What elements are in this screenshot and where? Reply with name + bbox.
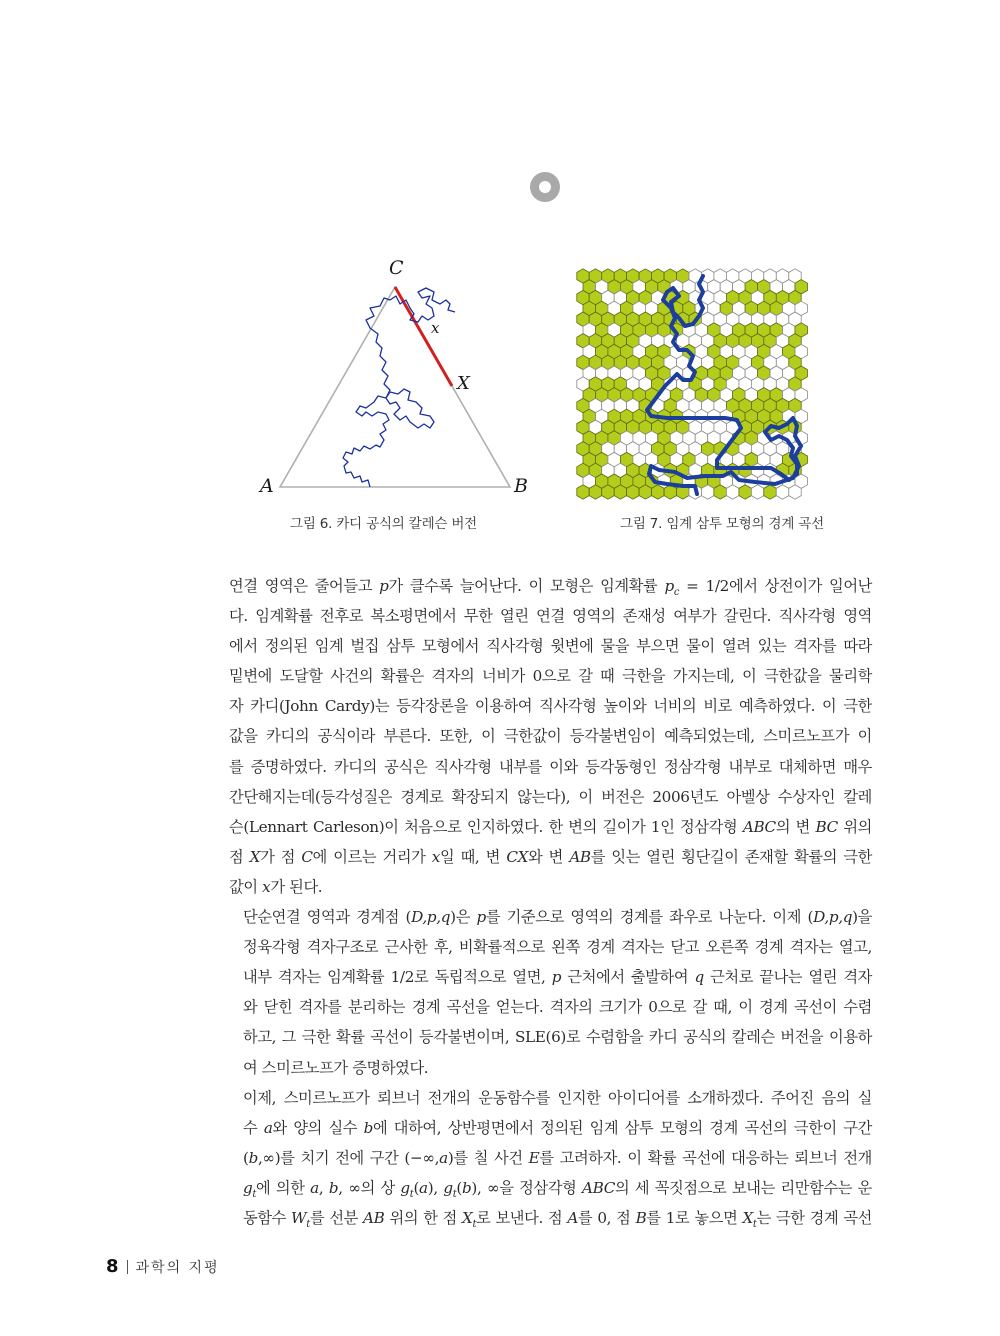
text-line: 값이 x가 된다.: [229, 877, 323, 896]
segment-label-x: x: [431, 319, 440, 337]
text-line: 와 닫힌 격자를 분리하는 경계 곡선을 얻는다. 격자의 크기가 0으로 갈 때, 이 경계 곡선이 수렴: [243, 998, 872, 1017]
text-line: 이제, 스미르노프가 뢰브너 전개의 운동함수를 인지한 아이디어를 소개하겠다. 주어진 음의 실: [243, 1088, 872, 1107]
footer-divider: [127, 1260, 128, 1274]
point-label-x: X: [457, 373, 470, 394]
journal-name: 과학의 지평: [135, 1259, 220, 1276]
page-footer: [106, 1256, 220, 1277]
text-line: 밑변에 도달할 사건의 확률은 격자의 너비가 0으로 갈 때 극한을 가지는데, 이 극한값을 물리학: [229, 667, 872, 686]
text-line: 슨(Lennart Carleson)이 처음으로 인지하였다. 한 변의 길이가 1인 정삼각형 ABC의 변 BC 위의: [229, 817, 873, 836]
text-line: 간단해지는데(등각성질은 경계로 확장되지 않는다), 이 버전은 2006년도 아벨상 수상자인 칼레: [229, 787, 872, 806]
paragraph-3: [229, 1083, 872, 1233]
text-line: 하고, 그 극한 확률 곡선이 등각불변이며, SLE(6)로 수렴함을 카디 공식의 칼레슨 버전을 이용하: [243, 1028, 872, 1047]
text-line: 점 X가 점 C에 이르는 거리가 x일 때, 변 CX와 변 AB를 잇는 열린 횡단길이 존재할 확률의 극한: [229, 847, 872, 866]
figure-6-caption: 그림 6. 카디 공식의 칼레슨 버전: [290, 516, 478, 532]
text-line: $g_t$에 의한 a, b, ∞의 상 $g_t(a)$, $g_t(b)$, ∞을 정삼각형 ABC의 세 꼭짓점으로 보내는 리만함수는 운: [243, 1178, 872, 1200]
text-line: 연결 영역은 줄어들고 p가 클수록 늘어난다. 이 모형은 임계확률 $p_c = 1/2$에서 상전이가 일어난: [229, 577, 872, 599]
figure-7-hex-percolation: [575, 268, 860, 500]
text-line: 에서 정의된 임계 벌집 삼투 모형에서 직사각형 윗변에 물을 부으면 물이 열려 있는 격자를 따라: [229, 637, 872, 656]
text-line: 단순연결 영역과 경계점 (D,p,q)은 p를 기준으로 영역의 경계를 좌우로 나눈다. 이제 (D,p,q)을: [243, 908, 872, 927]
page-number: 8: [106, 1256, 119, 1277]
ring-ornament-icon: [530, 172, 560, 202]
vertex-label-b: B: [514, 475, 528, 497]
figure-7-caption: 그림 7. 임계 삼투 모형의 경계 곡선: [620, 516, 824, 532]
text-line: 다. 임계확률 전후로 복소평면에서 무한 열린 연결 영역의 존재성 여부가 갈린다. 직사각형 영역: [229, 607, 872, 626]
paragraph-2: [229, 902, 872, 1083]
figure-6-cardy-triangle: [250, 252, 550, 502]
text-line: 를 증명하였다. 카디의 공식은 직사각형 내부를 이와 등각동형인 정삼각형 내부로 대체하면 매우: [229, 757, 872, 776]
text-line: 내부 격자는 임계확률 1/2로 독립적으로 열면, p 근처에서 출발하여 q 근처로 끝나는 열린 격자: [243, 968, 872, 987]
text-line: 값을 카디의 공식이라 부른다. 또한, 이 극한값이 등각불변임이 예측되었는데, 스미르노프가 이: [229, 727, 872, 746]
text-line: 동함수 $W_t$를 선분 AB 위의 한 점 $X_t$로 보낸다. 점 A를 0, 점 B를 1로 놓으면 $X_t$는 극한 경계 곡선: [243, 1208, 872, 1230]
vertex-label-a: A: [260, 475, 274, 497]
article-body: [229, 571, 872, 1233]
vertex-label-c: C: [389, 257, 404, 279]
text-line: (b,∞)를 치기 전에 구간 (−∞,a)를 칠 사건 E를 고려하자. 이 확률 곡선에 대응하는 뢰브너 전개: [243, 1148, 872, 1167]
text-line: 여 스미르노프가 증명하였다.: [243, 1058, 429, 1077]
text-line: 정육각형 격자구조로 근사한 후, 비확률적으로 왼쪽 경계 격자는 닫고 오른쪽 경계 격자는 열고,: [243, 938, 873, 957]
paragraph-1: [229, 571, 872, 902]
hex-grid-diagram: [575, 268, 860, 500]
text-line: 수 a와 양의 실수 b에 대하여, 상반평면에서 정의된 임계 삼투 모형의 경계 곡선의 극한이 구간: [243, 1118, 872, 1137]
text-line: 자 카디(John Cardy)는 등각장론을 이용하여 직사각형 높이와 너비의 비로 예측하였다. 이 극한: [229, 697, 872, 716]
triangle-diagram: [250, 252, 550, 502]
